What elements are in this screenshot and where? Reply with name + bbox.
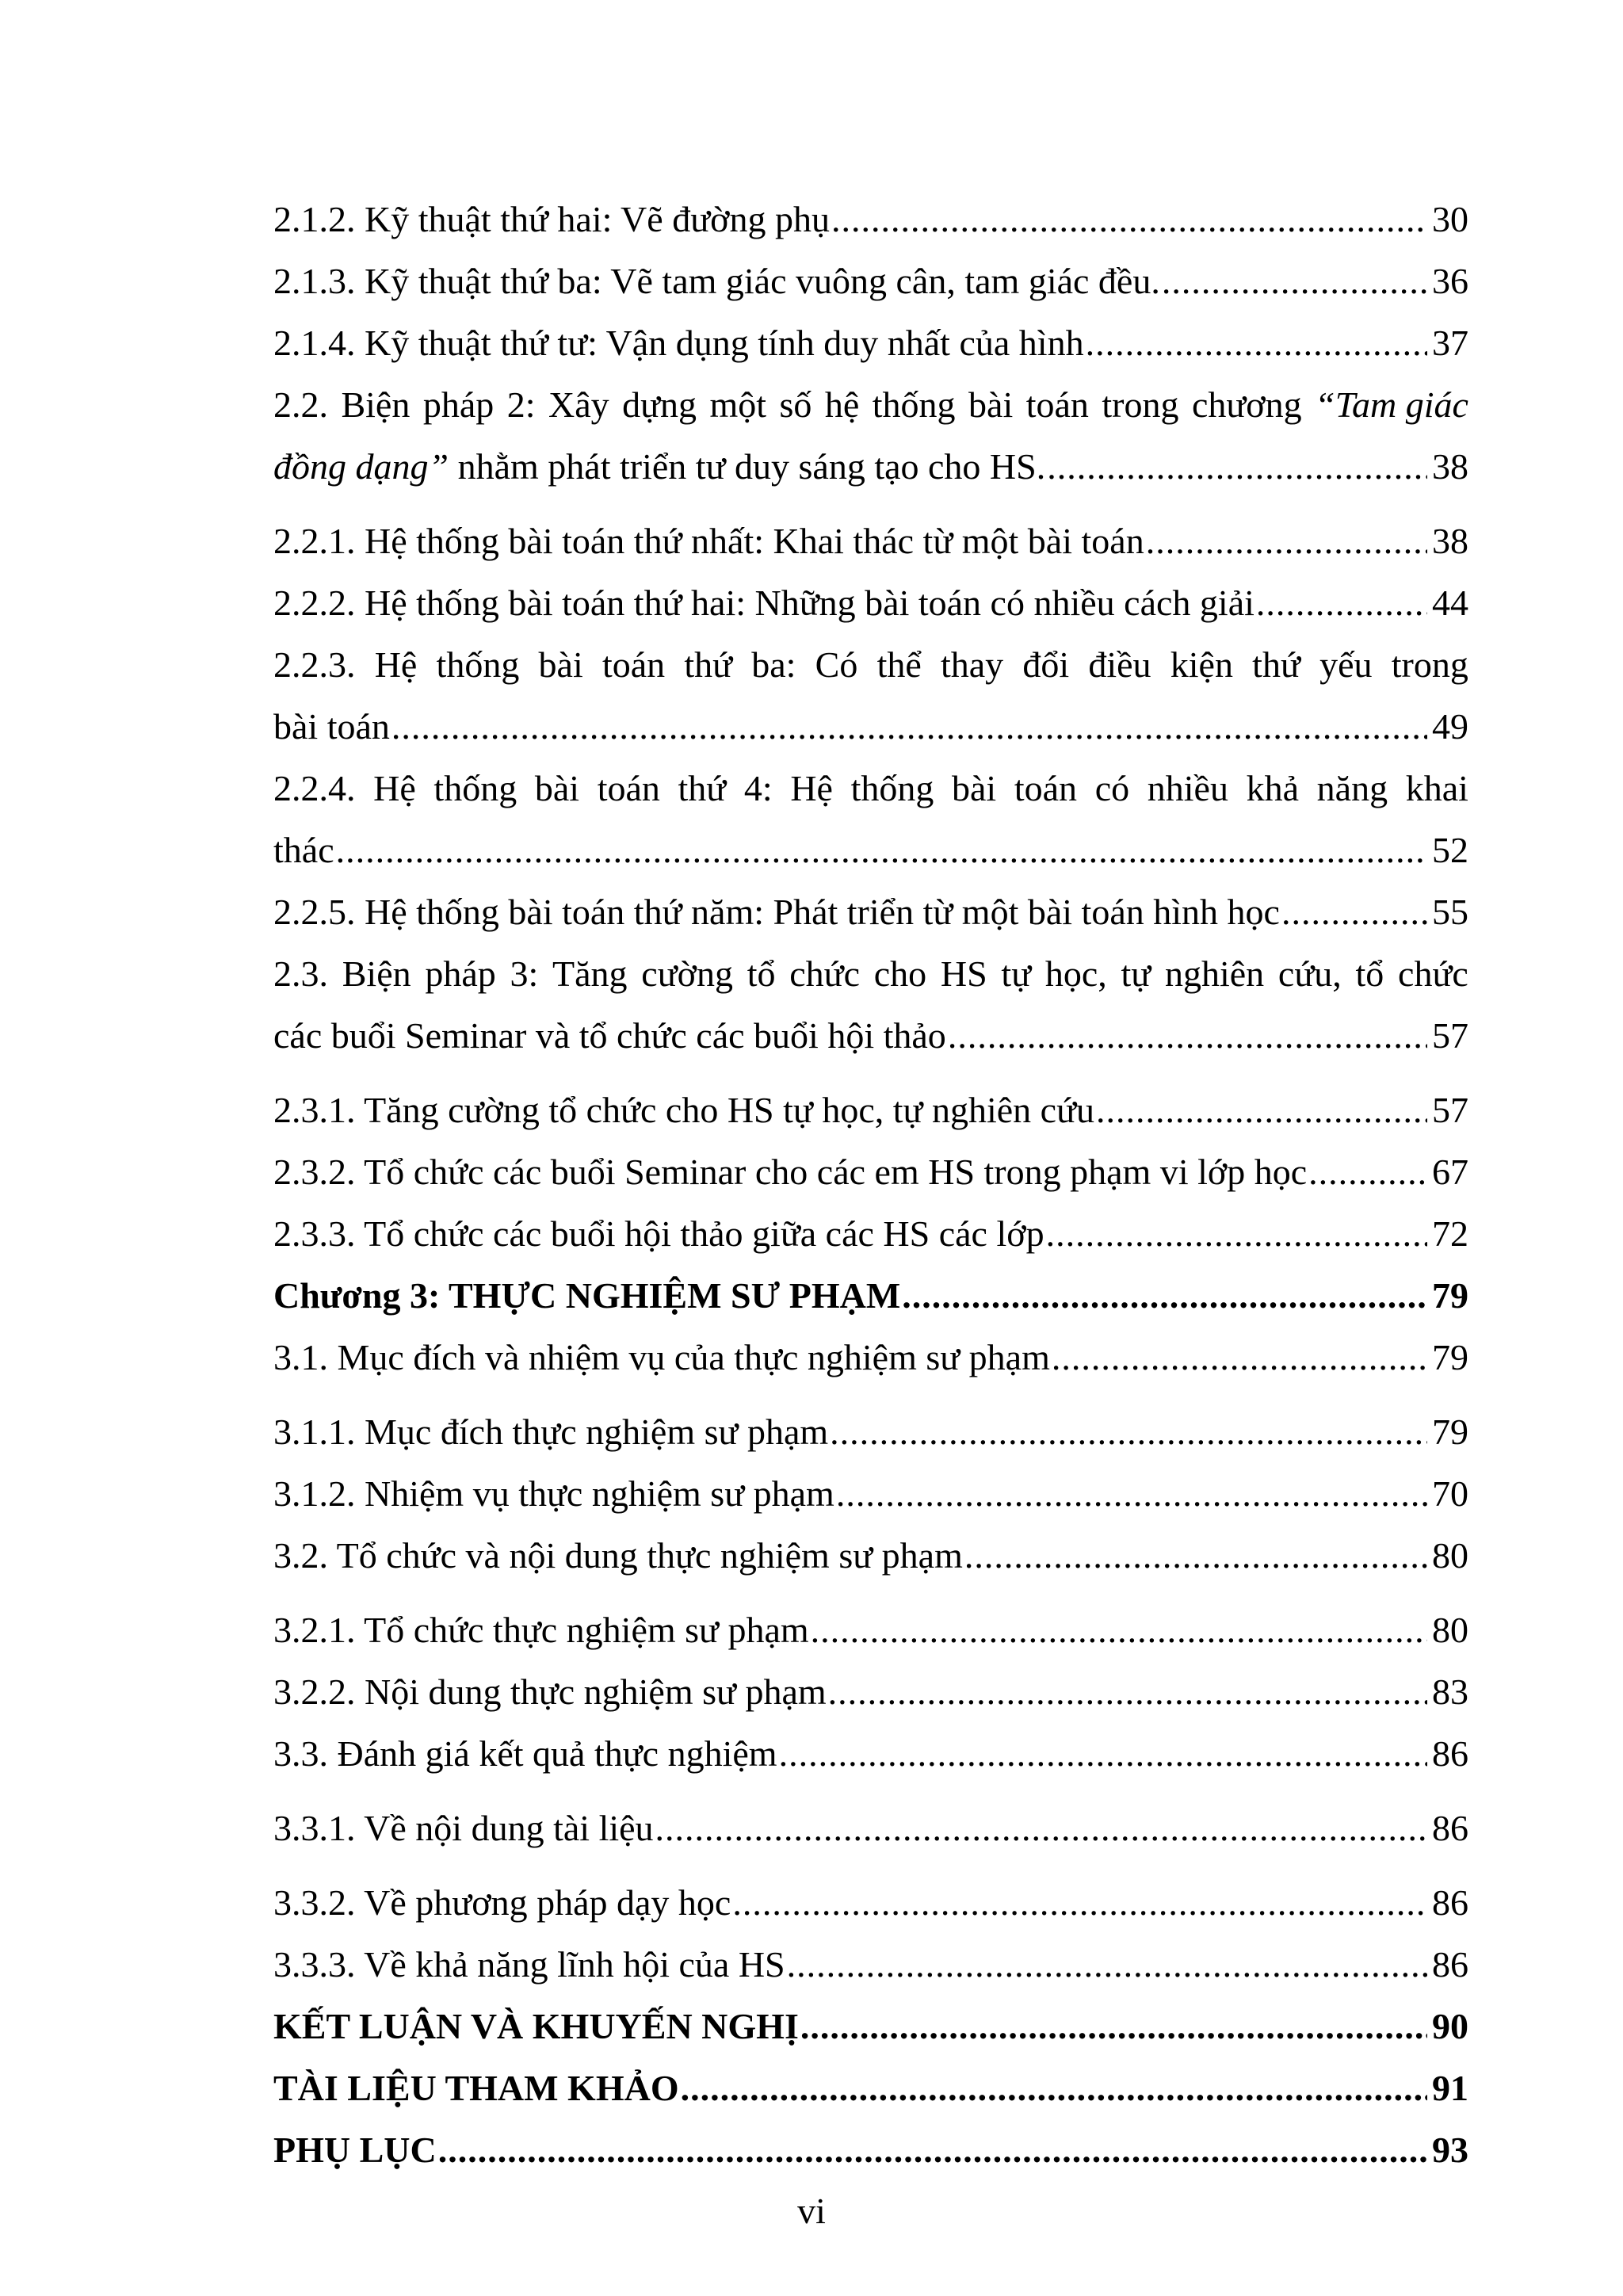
toc-entry[interactable]: [273, 1401, 1468, 1463]
toc-word: khai: [1405, 768, 1468, 808]
toc-entry[interactable]: [273, 1141, 1468, 1203]
toc-word: Tăng: [552, 953, 628, 994]
toc-entry[interactable]: [273, 1934, 1468, 1996]
dot-leader: [1086, 312, 1427, 374]
toc-word: dựng: [622, 384, 697, 425]
dot-leader: [732, 1872, 1427, 1934]
toc-word: nghiên: [1164, 953, 1265, 994]
toc-page-number: 49: [1432, 706, 1468, 747]
dot-leader: [1146, 510, 1427, 572]
dot-leader: [1096, 1079, 1427, 1141]
toc-entry-title: 3.3.1. Về nội dung tài liệu: [273, 1808, 654, 1848]
toc-entry[interactable]: [273, 189, 1468, 250]
toc-page-number: 86: [1432, 1944, 1468, 1985]
toc-entry[interactable]: [273, 758, 1468, 881]
toc-entry-last-line: [273, 436, 1468, 498]
toc-word: toán: [1014, 768, 1078, 808]
toc-word: 2.2.: [273, 384, 328, 425]
toc-entry-last-line: [273, 819, 1468, 881]
toc-entry-first-line: [273, 943, 1468, 1005]
toc-word: 2:: [506, 384, 536, 425]
toc-title-text: các buổi Seminar và tổ chức các buổi hội thảo: [273, 1015, 946, 1056]
toc-entry[interactable]: [273, 1661, 1468, 1723]
toc-page-number: 72: [1432, 1213, 1468, 1254]
toc-page-number: 91: [1432, 2068, 1468, 2108]
dot-leader: [1052, 1327, 1427, 1389]
toc-word: tự: [1001, 953, 1032, 994]
dot-leader: [1046, 1203, 1427, 1265]
toc-entry[interactable]: [273, 1265, 1468, 1327]
toc-entry[interactable]: [273, 1327, 1468, 1389]
toc-entry[interactable]: [273, 2119, 1468, 2181]
toc-title-text: thác: [273, 830, 334, 870]
toc-page-number: 79: [1432, 1412, 1468, 1452]
toc-page-number: 57: [1432, 1015, 1468, 1056]
dot-leader: [800, 1996, 1427, 2057]
dot-leader: [831, 189, 1427, 250]
toc-word: thứ: [684, 644, 733, 685]
toc-page-number: 38: [1432, 446, 1468, 487]
toc-word: toán: [597, 768, 660, 808]
toc-word: Hệ: [374, 644, 418, 685]
toc-word: kiện: [1170, 644, 1233, 685]
toc-word: tổ: [747, 953, 776, 994]
toc-entry[interactable]: [273, 1525, 1468, 1587]
toc-word: đổi: [1022, 644, 1070, 685]
toc-entry-line: [273, 1599, 1468, 1661]
toc-word: tổ: [1355, 953, 1384, 994]
toc-entry[interactable]: [273, 881, 1468, 943]
toc-word: 3:: [510, 953, 539, 994]
toc-word: pháp: [422, 384, 495, 425]
toc-entry-last-line: [273, 1005, 1468, 1067]
dot-leader: [902, 1265, 1427, 1327]
dot-leader: [787, 1934, 1427, 1996]
toc-entry-line: [273, 189, 1468, 250]
toc-entry-title: 3.3. Đánh giá kết quả thực nghiệm: [273, 1733, 777, 1774]
toc-entry-title: 3.2.1. Tổ chức thực nghiệm sư phạm: [273, 1610, 809, 1650]
toc-entry-title: 3.1.2. Nhiệm vụ thực nghiệm sư phạm: [273, 1473, 834, 1514]
toc-page-number: 79: [1432, 1275, 1468, 1316]
toc-word: cường: [641, 953, 733, 994]
toc-entry-line: [273, 1141, 1468, 1203]
toc-entry-title: 3.3.2. Về phương pháp dạy học: [273, 1882, 731, 1923]
toc-word: Biện: [341, 384, 411, 425]
toc-word: bài: [538, 644, 583, 685]
dot-leader: [964, 1525, 1427, 1587]
toc-page-number: 55: [1432, 892, 1468, 932]
toc-word: một: [709, 384, 767, 425]
toc-entry-title: Chương 3: THỰC NGHIỆM SƯ PHẠM: [273, 1275, 901, 1316]
toc-entry[interactable]: [273, 510, 1468, 572]
toc-page-number: 86: [1432, 1882, 1468, 1923]
toc-word: chương: [1191, 384, 1302, 425]
toc-word: thay: [940, 644, 1004, 685]
toc-word: bài: [534, 768, 580, 808]
toc-entry-line: [273, 881, 1468, 943]
toc-entry-title: KẾT LUẬN VÀ KHUYẾN NGHỊ: [273, 2006, 799, 2046]
toc-entry-title: [273, 696, 390, 758]
dot-leader: [836, 1463, 1427, 1525]
toc-entry-title: [273, 1005, 946, 1067]
toc-entry-line: [273, 1327, 1468, 1389]
toc-word: thứ: [1252, 644, 1300, 685]
toc-entry-line: [273, 1661, 1468, 1723]
toc-page-number: 80: [1432, 1610, 1468, 1650]
toc-page-number: 52: [1432, 830, 1468, 870]
toc-word: số: [779, 384, 812, 425]
toc-word: toán: [1025, 384, 1089, 425]
toc-word: ba:: [751, 644, 796, 685]
toc-page-number: 36: [1432, 261, 1468, 301]
toc-entry-title: [273, 436, 1045, 498]
toc-entry-title: 2.1.4. Kỹ thuật thứ tư: Vận dụng tính duy nhất của hình: [273, 323, 1084, 363]
toc-word: hệ: [824, 384, 860, 425]
dot-leader: [1256, 572, 1427, 634]
toc-word: khả: [1246, 768, 1300, 808]
toc-page-number: 38: [1432, 521, 1468, 561]
toc-entry-line: [273, 1265, 1468, 1327]
dot-leader: [681, 2057, 1427, 2119]
toc-entry[interactable]: [273, 1463, 1468, 1525]
toc-word: toán: [601, 644, 666, 685]
toc-entry-line: [273, 572, 1468, 634]
toc-entry-title: 3.1.1. Mục đích thực nghiệm sư phạm: [273, 1412, 829, 1452]
toc-word: 2.2.3.: [273, 644, 356, 685]
toc-title-text: nhằm phát triển tư duy sáng tạo cho HS.: [449, 446, 1046, 487]
dot-leader: [1281, 881, 1427, 943]
toc-entry[interactable]: [273, 374, 1468, 498]
toc-page-number: 86: [1432, 1733, 1468, 1774]
toc-word: 2.3.: [273, 953, 328, 994]
toc-word: thống: [872, 384, 956, 425]
toc-entry[interactable]: [273, 2057, 1468, 2119]
dot-leader: [1047, 436, 1427, 498]
toc-page-number: 30: [1432, 199, 1468, 239]
toc-entry-line: [273, 1203, 1468, 1265]
dot-leader: [828, 1661, 1427, 1723]
dot-leader: [811, 1599, 1427, 1661]
toc-entry-line: [273, 510, 1468, 572]
toc-word: Hệ: [790, 768, 833, 808]
toc-entry-title: 2.2.1. Hệ thống bài toán thứ nhất: Khai thác từ một bài toán: [273, 521, 1144, 561]
toc-page-number: 86: [1432, 1808, 1468, 1848]
toc-entry-line: [273, 1872, 1468, 1934]
toc-word: thứ: [678, 768, 727, 808]
toc-entry-title: 3.1. Mục đích và nhiệm vụ của thực nghiệm sư phạm: [273, 1337, 1050, 1377]
toc-word: thể: [876, 644, 922, 685]
toc-entry[interactable]: [273, 634, 1468, 758]
toc-entry-line: [273, 1723, 1468, 1785]
toc-word: có: [1094, 768, 1130, 808]
dot-leader: [655, 1797, 1427, 1859]
toc-entry-line: [273, 2057, 1468, 2119]
toc-word: thống: [850, 768, 934, 808]
toc-word: năng: [1316, 768, 1388, 808]
toc-entry-title: 2.1.2. Kỹ thuật thứ hai: Vẽ đường phụ: [273, 199, 830, 239]
toc-word: tự: [1121, 953, 1151, 994]
toc-page-number: 37: [1432, 323, 1468, 363]
dot-leader: [336, 819, 1427, 881]
toc-entry[interactable]: [273, 1872, 1468, 1934]
toc-word: trong: [1102, 384, 1179, 425]
toc-word: bài: [968, 384, 1014, 425]
toc-page-number: 57: [1432, 1090, 1468, 1130]
toc-entry[interactable]: [273, 1797, 1468, 1859]
toc-entry-title: TÀI LIỆU THAM KHẢO: [273, 2068, 679, 2108]
table-of-contents: [273, 189, 1468, 2181]
toc-entry-line: [273, 1401, 1468, 1463]
toc-entry-title: 3.2. Tổ chức và nội dung thực nghiệm sư phạm: [273, 1535, 963, 1576]
toc-entry[interactable]: [273, 1079, 1468, 1141]
toc-word: thống: [436, 644, 520, 685]
toc-word: Biện: [342, 953, 411, 994]
toc-entry[interactable]: [273, 943, 1468, 1067]
toc-page-number: 70: [1432, 1473, 1468, 1514]
toc-entry-title: 3.2.2. Nội dung thực nghiệm sư phạm: [273, 1671, 827, 1712]
toc-italic-title: “Tam giác: [1315, 384, 1468, 425]
toc-entry-first-line: [273, 758, 1468, 819]
toc-entry-title: 2.2.5. Hệ thống bài toán thứ năm: Phát triển từ một bài toán hình học: [273, 892, 1280, 932]
toc-entry[interactable]: [273, 1203, 1468, 1265]
toc-word: nhiều: [1147, 768, 1228, 808]
toc-entry-title: 2.2.2. Hệ thống bài toán thứ hai: Những bài toán có nhiều cách giải: [273, 583, 1254, 623]
toc-entry-line: [273, 1079, 1468, 1141]
toc-page-number: 44: [1432, 583, 1468, 623]
toc-word: Hệ: [373, 768, 416, 808]
dot-leader: [779, 1723, 1427, 1785]
toc-page-number: 79: [1432, 1337, 1468, 1377]
toc-word: trong: [1391, 644, 1468, 685]
toc-entry-title: 3.3.3. Về khả năng lĩnh hội của HS: [273, 1944, 785, 1985]
toc-entry-title: PHỤ LỤC: [273, 2130, 437, 2170]
toc-page-number: 80: [1432, 1535, 1468, 1576]
toc-word: chức: [789, 953, 860, 994]
toc-entry-line: [273, 1934, 1468, 1996]
dot-leader: [1308, 1141, 1427, 1203]
toc-entry-title: [273, 819, 334, 881]
toc-word: yếu: [1319, 644, 1373, 685]
toc-entry[interactable]: [273, 1723, 1468, 1785]
toc-word: thống: [433, 768, 517, 808]
toc-title-text: bài toán: [273, 706, 390, 747]
toc-word: Có: [815, 644, 858, 685]
toc-word: học,: [1044, 953, 1107, 994]
toc-entry-line: [273, 250, 1468, 312]
toc-word: chức: [1398, 953, 1468, 994]
toc-entry-last-line: [273, 696, 1468, 758]
toc-page-number: 83: [1432, 1671, 1468, 1712]
page-number: vi: [797, 2191, 826, 2231]
toc-page-number: 93: [1432, 2130, 1468, 2170]
toc-entry[interactable]: [273, 250, 1468, 312]
toc-entry-title: 2.3.1. Tăng cường tổ chức cho HS tự học, tự nghiên cứu: [273, 1090, 1095, 1130]
toc-word: pháp: [425, 953, 496, 994]
toc-entry[interactable]: [273, 1996, 1468, 2057]
toc-entry-first-line: [273, 374, 1468, 436]
toc-entry-line: [273, 1525, 1468, 1587]
toc-word: điều: [1088, 644, 1151, 685]
dot-leader: [830, 1401, 1427, 1463]
dot-leader: [1162, 250, 1427, 312]
toc-entry[interactable]: [273, 1599, 1468, 1661]
toc-entry-line: [273, 1463, 1468, 1525]
toc-entry-line: [273, 1797, 1468, 1859]
toc-word: cứu,: [1277, 953, 1342, 994]
toc-entry-title: 2.3.2. Tổ chức các buổi Seminar cho các em HS trong phạm vi lớp học: [273, 1152, 1308, 1192]
toc-word: HS: [940, 953, 987, 994]
toc-word: bài: [952, 768, 997, 808]
toc-page-number: 90: [1432, 2006, 1468, 2046]
toc-entry[interactable]: [273, 572, 1468, 634]
dot-leader: [438, 2119, 1427, 2181]
toc-entry-title: 2.3.3. Tổ chức các buổi hội thảo giữa các HS các lớp: [273, 1213, 1044, 1254]
toc-word: cho: [873, 953, 927, 994]
toc-entry-title: 2.1.3. Kỹ thuật thứ ba: Vẽ tam giác vuông cân, tam giác đều.: [273, 261, 1160, 301]
toc-word: Xây: [548, 384, 609, 425]
toc-entry-first-line: [273, 634, 1468, 696]
toc-entry-line: [273, 1996, 1468, 2057]
toc-entry-line: [273, 312, 1468, 374]
dot-leader: [391, 696, 1427, 758]
toc-italic-title: đồng dạng”: [273, 446, 449, 487]
toc-entry[interactable]: [273, 312, 1468, 374]
dot-leader: [948, 1005, 1427, 1067]
toc-entry-line: [273, 2119, 1468, 2181]
toc-page-number: 67: [1432, 1152, 1468, 1192]
toc-word: 4:: [743, 768, 773, 808]
toc-word: 2.2.4.: [273, 768, 356, 808]
